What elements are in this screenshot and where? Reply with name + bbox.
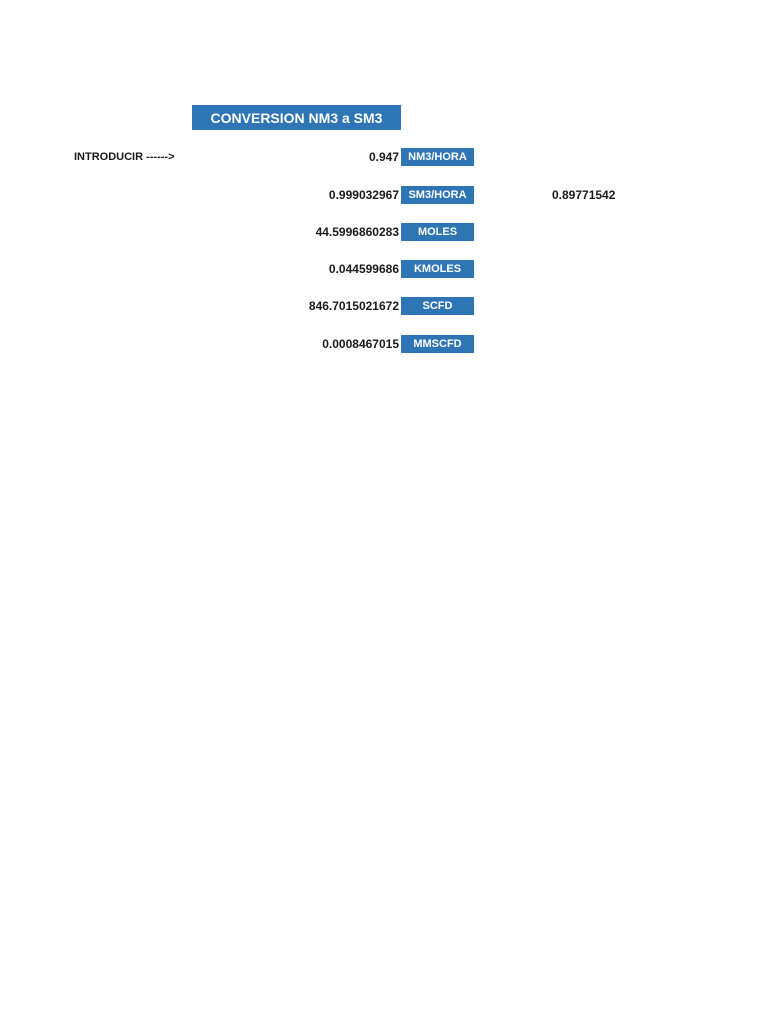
unit-label-moles: MOLES [401, 223, 474, 241]
row-moles [250, 223, 474, 241]
unit-label-sm3-hora: SM3/HORA [401, 186, 474, 204]
row-scfd [250, 297, 474, 315]
value-cell-mmscfd[interactable]: 0.0008467015 [322, 337, 399, 351]
unit-label-scfd: SCFD [401, 297, 474, 315]
value-cell-moles[interactable]: 44.5996860283 [315, 225, 399, 239]
input-value-cell[interactable]: 0.947 [368, 150, 399, 164]
row-sm3-hora [250, 186, 474, 204]
value-cell-scfd[interactable]: 846.7015021672 [308, 299, 399, 313]
row-mmscfd [250, 335, 474, 353]
input-prompt-label: INTRODUCIR ------> [74, 151, 175, 163]
sheet-title: CONVERSION NM3 a SM3 [192, 105, 401, 130]
value-cell-kmoles[interactable]: 0.044599686 [328, 262, 399, 276]
row-kmoles [250, 260, 474, 278]
row-input [250, 148, 474, 166]
unit-label-kmoles: KMOLES [401, 260, 474, 278]
unit-label-nm3-hora: NM3/HORA [401, 148, 474, 166]
unit-label-mmscfd: MMSCFD [401, 335, 474, 353]
value-cell-sm3-hora[interactable]: 0.999032967 [328, 188, 399, 202]
side-value-cell[interactable]: 0.89771542 [552, 188, 616, 202]
